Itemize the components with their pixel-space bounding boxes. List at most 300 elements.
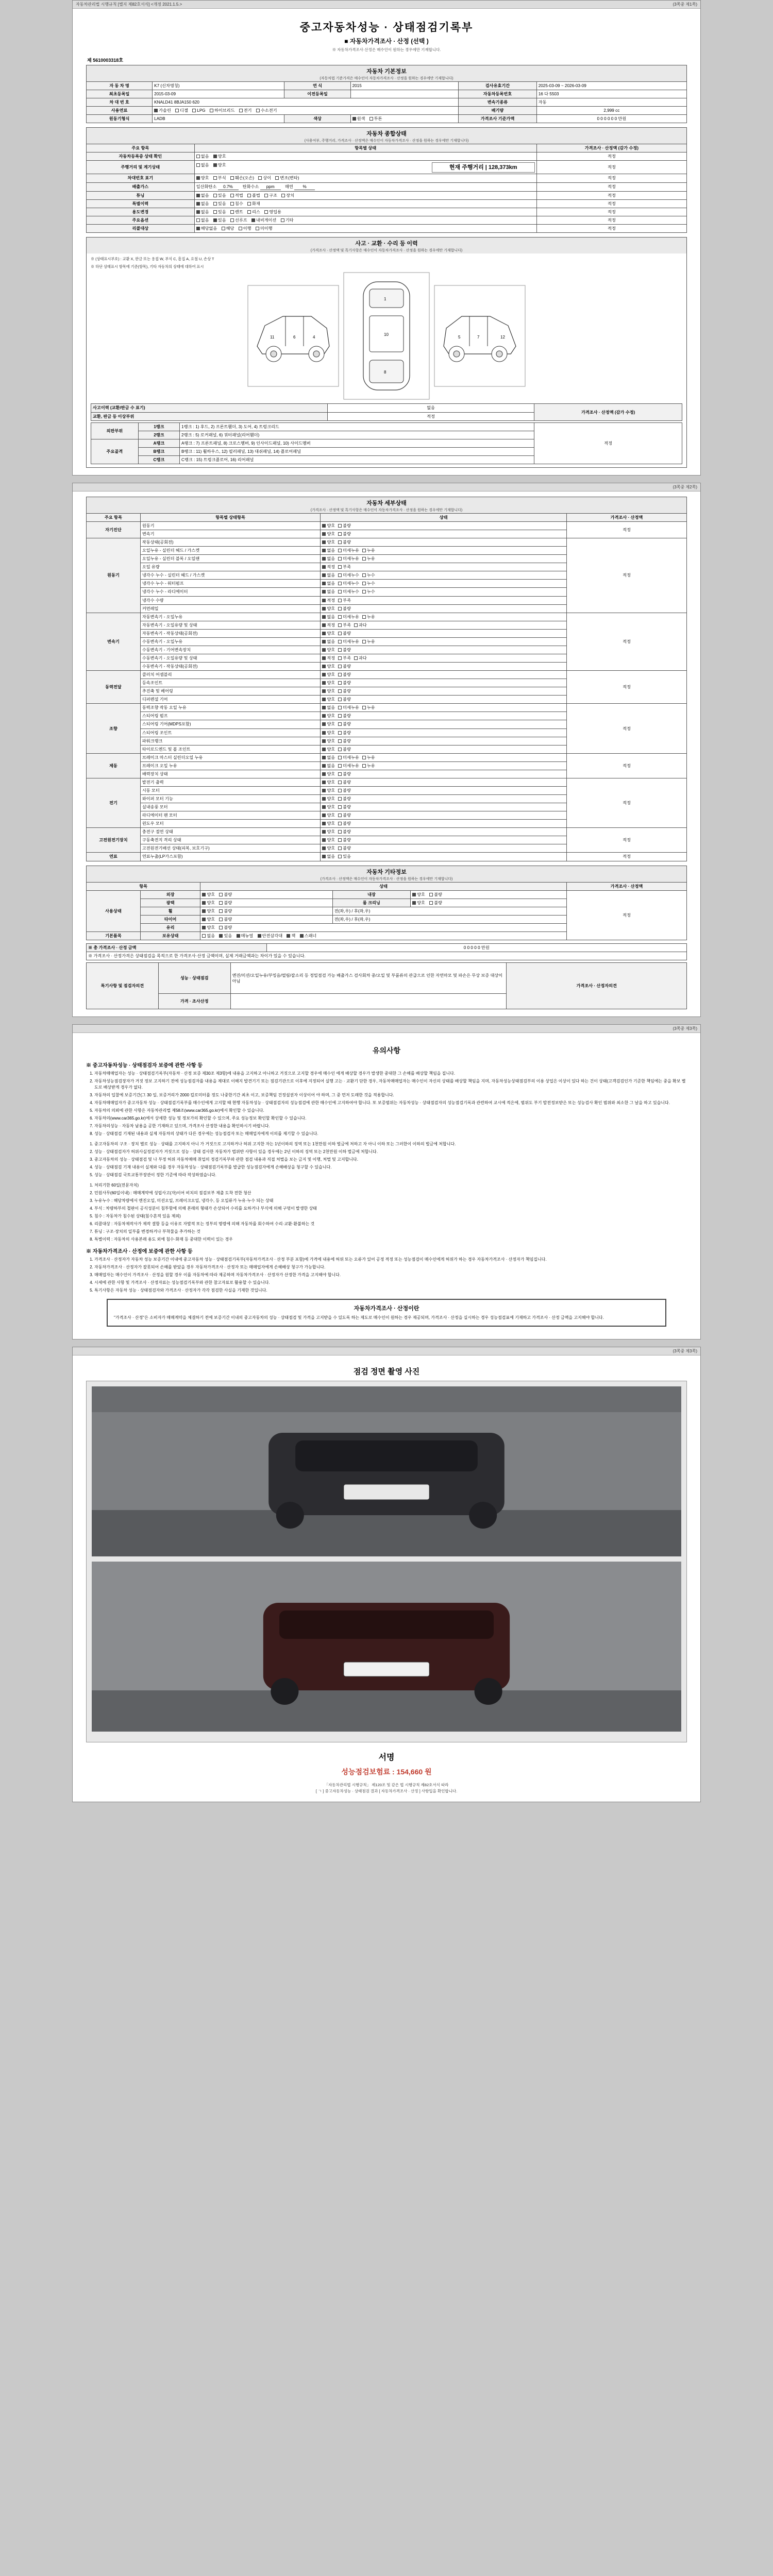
checkbox-없음[interactable]: [322, 582, 326, 585]
detail-item-state[interactable]: [321, 778, 567, 786]
detail-item-state[interactable]: [321, 547, 567, 555]
checkbox-불량[interactable]: [338, 814, 342, 817]
usechange-rent-checkbox[interactable]: [230, 210, 234, 214]
basic-spanner-checkbox[interactable]: [300, 934, 304, 938]
checkbox-부족[interactable]: [338, 599, 342, 602]
checkbox-label: 적정: [327, 622, 335, 628]
tire-bad-checkbox[interactable]: [219, 918, 223, 921]
regdoc-good-checkbox[interactable]: [213, 155, 217, 158]
checkbox-불량[interactable]: [338, 698, 342, 701]
checkbox-label: 양호: [327, 813, 335, 818]
wheel-bad-checkbox[interactable]: [219, 909, 223, 913]
detail-item-state[interactable]: [321, 613, 567, 621]
usechange-none-label: 없음: [200, 209, 209, 214]
basic-info-header: [86, 65, 687, 81]
detail-item-label: 발전기 출력: [140, 778, 321, 786]
emission-hc-value[interactable]: ppm: [260, 184, 281, 190]
checkbox-없음[interactable]: [322, 615, 326, 619]
checkbox-양호[interactable]: [322, 607, 326, 611]
detail-item-label: 브레이크 오일 누유: [140, 761, 321, 770]
detail-col-state: 상태: [321, 513, 567, 521]
tuning-illegal-checkbox[interactable]: [247, 194, 251, 197]
tuning-legal-checkbox[interactable]: [230, 194, 234, 197]
overall-row-regdoc-state[interactable]: [194, 152, 536, 161]
checkbox-양호[interactable]: [322, 532, 326, 536]
detail-item-state[interactable]: [321, 761, 567, 770]
checkbox-양호[interactable]: [322, 673, 326, 676]
tuning-illegal-label: 불법: [252, 193, 260, 198]
vin-different-checkbox[interactable]: [258, 176, 262, 180]
checkbox-불량[interactable]: [338, 805, 342, 809]
checkbox-불량[interactable]: [338, 789, 342, 792]
overall-row-tuning-state[interactable]: [194, 191, 536, 199]
checkbox-양호[interactable]: [322, 689, 326, 693]
checkbox-과다[interactable]: [354, 623, 358, 627]
other-group-usage: 사용상태: [87, 890, 141, 931]
checkbox-불량[interactable]: [338, 532, 342, 536]
color-single-checkbox[interactable]: [352, 117, 356, 121]
checkbox-미세누유[interactable]: [338, 706, 342, 709]
interior-bad-label: 불량: [434, 892, 443, 897]
label-year: 연 식: [284, 82, 350, 90]
detail-item-state[interactable]: [321, 712, 567, 720]
checkbox-불량[interactable]: [338, 689, 342, 693]
special-yes-checkbox[interactable]: [213, 202, 217, 206]
options-etc-checkbox[interactable]: [281, 218, 284, 222]
fuel-gasoline-checkbox[interactable]: [154, 109, 158, 112]
overall-row-emission-state[interactable]: [194, 182, 536, 191]
checkbox-양호[interactable]: [322, 789, 326, 792]
detail-item-state[interactable]: [321, 671, 567, 679]
checkbox-양호[interactable]: [322, 698, 326, 701]
tuning-device-checkbox[interactable]: [281, 194, 285, 197]
detail-item-state[interactable]: [321, 728, 567, 737]
footer-note-1: 「자동차관리법 시행규칙」 제120조 및 같은 법 시행규칙 제82호서식 따라: [324, 1782, 449, 1787]
detail-col-main: 주요 항목: [87, 513, 141, 521]
detail-item-label: 연료누출(LP가스포함): [140, 853, 321, 861]
other-col-item: 항목: [87, 882, 200, 890]
color-options[interactable]: [350, 115, 459, 123]
notice-item: 4. 자동차매매업자가 중고자동차 성능 · 상태점검기록부를 매수인에게 고지할 때 현행 자동차성능 · 상태점검자의 성능점검에 관한 매수인에 고지하여야 합니다. 또 보증범위는 자동차성능 · 상태점검자의 성능점검기록과 관련하여 교시에 적은에, 범위도 부기 발전정보받은 또는 성능검사 확인 범위와 최소한 그 날을 하고 있습니다.: [94, 1100, 687, 1106]
checkbox-양호[interactable]: [322, 722, 326, 726]
overall-row-options-state[interactable]: [194, 216, 536, 224]
other-row-polish-state[interactable]: [200, 899, 332, 907]
overall-row-usechange-state[interactable]: [194, 208, 536, 216]
recall-done-checkbox[interactable]: [239, 227, 242, 230]
interior-bad-checkbox[interactable]: [429, 893, 433, 896]
usechange-business-checkbox[interactable]: [264, 210, 268, 214]
checkbox-label: 불량: [343, 730, 351, 735]
checkbox-누유[interactable]: [362, 764, 366, 768]
fuel-lpg-checkbox[interactable]: [192, 109, 196, 112]
detail-item-state[interactable]: [321, 588, 567, 596]
detail-item-state[interactable]: [321, 679, 567, 687]
detail-item-state[interactable]: [321, 795, 567, 803]
detail-item-state[interactable]: [321, 637, 567, 646]
detail-group-2-label: 변속기: [87, 613, 141, 670]
fuel-hybrid-checkbox[interactable]: [210, 109, 213, 112]
detail-item-state[interactable]: [321, 704, 567, 712]
fuel-hybrid-label: 하이브리드: [214, 108, 235, 113]
car-diagram-group: [91, 272, 682, 400]
options-sunroof-checkbox[interactable]: [230, 218, 234, 222]
checkbox-양호[interactable]: [322, 822, 326, 825]
special-flood-checkbox[interactable]: [230, 202, 234, 206]
checkbox-누유[interactable]: [362, 706, 366, 709]
accident-history-table: [91, 403, 682, 420]
detail-group-0-price: 적정: [566, 521, 686, 538]
checkbox-적정[interactable]: [322, 599, 326, 602]
overall-row-options-price: 적정: [536, 216, 686, 224]
vin-corroded-checkbox[interactable]: [213, 176, 217, 180]
checkbox-불량[interactable]: [338, 822, 342, 825]
exterior-bad-checkbox[interactable]: [219, 893, 223, 896]
checkbox-과다[interactable]: [354, 656, 358, 660]
tire-good-checkbox[interactable]: [202, 918, 206, 921]
overall-row-special-state[interactable]: [194, 199, 536, 208]
notice-item: 6. 자동차의(www.car365.go.kr)에서 상세한 성능 및 정보가의 확인할 수 있으며, 주요 성능정보 확인할 확인할 수 있습니다.: [94, 1115, 687, 1122]
checkbox-없음[interactable]: [322, 706, 326, 709]
detail-item-state[interactable]: [321, 646, 567, 654]
recall-na-checkbox[interactable]: [196, 227, 200, 230]
detail-item-state[interactable]: [321, 786, 567, 794]
mileage-none-checkbox[interactable]: [196, 163, 200, 167]
detail-item-state[interactable]: [321, 663, 567, 671]
detail-item-state[interactable]: [321, 770, 567, 778]
options-sunroof-label: 선루프: [234, 217, 247, 223]
emission-co-label: 일산화탄소: [196, 184, 217, 189]
fuel-diesel-checkbox[interactable]: [175, 109, 179, 112]
basic-yes-label: 있음: [224, 933, 232, 938]
pledge-title: 자동차가격조사 · 산정이란: [354, 1306, 419, 1312]
overall-row-recall-state[interactable]: [194, 224, 536, 232]
checkbox-양호[interactable]: [322, 632, 326, 635]
checkbox-불량[interactable]: [338, 681, 342, 685]
overall-col-state: 항목별 상태: [194, 144, 536, 152]
cleaning-bad-checkbox[interactable]: [429, 901, 433, 905]
checkbox-양호[interactable]: [322, 781, 326, 784]
detail-group-1-price: 적정: [566, 538, 686, 613]
detail-item-state[interactable]: [321, 696, 567, 704]
emission-smoke-value[interactable]: %: [294, 184, 315, 190]
usechange-none-checkbox[interactable]: [196, 210, 200, 214]
vin-good-checkbox[interactable]: [196, 176, 200, 180]
other-title: 자동차 기타정보: [366, 869, 407, 875]
recall-yes-checkbox[interactable]: [222, 227, 225, 230]
emission-co-value[interactable]: 0.7%: [218, 184, 239, 190]
checkbox-양호[interactable]: [322, 772, 326, 776]
other-row-exterior-state[interactable]: [200, 890, 332, 899]
checkbox-label: 양호: [327, 846, 335, 851]
checkbox-양호[interactable]: [322, 838, 326, 842]
overall-row-mileage-state[interactable]: [194, 161, 536, 174]
overall-row-special-price: 적정: [536, 199, 686, 208]
page-4: [72, 1347, 701, 1802]
other-row-cleaning-state[interactable]: [411, 899, 567, 907]
options-none-checkbox[interactable]: [196, 218, 200, 222]
checkbox-label: 불량: [343, 788, 351, 793]
vin-damaged-checkbox[interactable]: [230, 176, 234, 180]
rear-view-photo: [92, 1562, 681, 1732]
detail-item-label: 파워크랭크: [140, 737, 321, 745]
checkbox-불량[interactable]: [338, 797, 342, 801]
detail-item-label: 와이퍼 모터 기능: [140, 795, 321, 803]
detail-item-label: 냉각수 수량: [140, 596, 321, 604]
cleaning-bad-label: 불량: [434, 900, 443, 905]
tuning-yes-checkbox[interactable]: [213, 194, 217, 197]
detail-item-state[interactable]: [321, 571, 567, 580]
glass-bad-checkbox[interactable]: [219, 926, 223, 929]
detail-item-state[interactable]: [321, 687, 567, 696]
svg-text:4: 4: [313, 335, 315, 340]
checkbox-불량[interactable]: [338, 846, 342, 850]
checkbox-미세누유[interactable]: [338, 756, 342, 759]
detail-item-state[interactable]: [321, 853, 567, 861]
detail-item-state[interactable]: [321, 629, 567, 637]
options-navigation-checkbox[interactable]: [251, 218, 255, 222]
checkbox-누수[interactable]: [362, 582, 366, 585]
fuel-hydrogen-checkbox[interactable]: [256, 109, 260, 112]
checkbox-양호[interactable]: [322, 739, 326, 743]
checkbox-불량[interactable]: [338, 714, 342, 718]
checkbox-label: 미세누유: [343, 705, 359, 710]
recall-notdone-checkbox[interactable]: [256, 227, 259, 230]
detail-item-state[interactable]: [321, 596, 567, 604]
basic-manual-checkbox[interactable]: [237, 934, 240, 938]
notice-item: 7. 튜닝 : 구조·장치의 일부를 변경하거나 부착물을 추가하는 것: [94, 1229, 687, 1235]
wheel-good-label: 양호: [207, 908, 215, 913]
detail-item-label: 스티어링 조인트: [140, 728, 321, 737]
other-basic-state[interactable]: [200, 931, 567, 940]
checkbox-불량[interactable]: [338, 838, 342, 842]
checkbox-label: 불량: [343, 697, 351, 702]
color-twotone-checkbox[interactable]: [369, 117, 373, 121]
checkbox-누수[interactable]: [362, 590, 366, 594]
accident-price-label: 가격조사 · 산정액 (감가 수정): [534, 404, 682, 420]
special-none-checkbox[interactable]: [196, 202, 200, 206]
checkbox-불량[interactable]: [338, 731, 342, 735]
checkbox-누유[interactable]: [362, 557, 366, 561]
checkbox-label: 불량: [343, 722, 351, 727]
checkbox-양호[interactable]: [322, 748, 326, 751]
checkbox-양호[interactable]: [322, 540, 326, 544]
exterior-good-checkbox[interactable]: [202, 893, 206, 896]
detail-item-state[interactable]: [321, 820, 567, 828]
checkbox-양호[interactable]: [322, 681, 326, 685]
detail-item-state[interactable]: [321, 521, 567, 530]
checkbox-불량[interactable]: [338, 607, 342, 611]
detail-item-state[interactable]: [321, 530, 567, 538]
checkbox-부족[interactable]: [338, 565, 342, 569]
detail-col-item: 항목별 상태항목: [140, 513, 321, 521]
accident-diagram-area: [86, 253, 687, 468]
checkbox-없음[interactable]: [322, 756, 326, 759]
detail-item-state[interactable]: [321, 844, 567, 853]
tuning-yes-label: 있음: [217, 193, 226, 198]
detail-item-label: 수동변속기 - 작동상태(공회전): [140, 663, 321, 671]
detail-item-state[interactable]: [321, 828, 567, 836]
other-row-glass-label: 유리: [140, 923, 200, 931]
detail-item-state[interactable]: [321, 737, 567, 745]
checkbox-label: 불량: [343, 779, 351, 785]
detail-item-state[interactable]: [321, 580, 567, 588]
accident-legend-2: ※ 하단 상태표시 항목에 기준(항목), 기타 자동차의 상태에 대하여 표시: [91, 264, 204, 269]
checkbox-없음[interactable]: [322, 557, 326, 561]
accident-note: (가격조사 · 산정액 및 특기사항은 매수인이 자동차가격조사 · 산정을 원하는 경우에만 기재합니다): [310, 248, 463, 252]
overall-row-vin-label: 차대번호 표기: [87, 174, 195, 182]
other-row-tire-state[interactable]: [200, 915, 332, 923]
mileage-good-checkbox[interactable]: [213, 163, 217, 167]
checkbox-label: 미세누유: [343, 763, 359, 768]
detail-item-label: 스티어링 기어(MDPS포함): [140, 720, 321, 728]
detail-item-state[interactable]: [321, 538, 567, 547]
checkbox-양호[interactable]: [322, 714, 326, 718]
basic-yes-checkbox[interactable]: [219, 934, 223, 938]
inspection-fee-value: 154,660 원: [396, 1767, 432, 1776]
checkbox-불량[interactable]: [338, 632, 342, 635]
checkbox-누유[interactable]: [362, 615, 366, 619]
checkbox-불량[interactable]: [338, 739, 342, 743]
notice-title: 유의사항: [372, 1046, 401, 1055]
recall-notdone-label: 미이행: [260, 226, 273, 231]
detail-item-state[interactable]: [321, 836, 567, 844]
checkbox-있음[interactable]: [338, 855, 342, 858]
checkbox-label: 있음: [343, 854, 351, 859]
usechange-lease-checkbox[interactable]: [247, 210, 251, 214]
wheel-good-checkbox[interactable]: [202, 909, 206, 913]
checkbox-미세누유[interactable]: [338, 615, 342, 619]
checkbox-불량[interactable]: [338, 665, 342, 668]
checkbox-부족[interactable]: [338, 656, 342, 660]
checkbox-없음[interactable]: [322, 590, 326, 594]
detail-item-state[interactable]: [321, 811, 567, 820]
overall-row-vin-state[interactable]: [194, 174, 536, 182]
checkbox-적정[interactable]: [322, 623, 326, 627]
checkbox-적정[interactable]: [322, 565, 326, 569]
frame-rank-c-items: C랭크 : 15) 트렁크플로어, 16) 리어패널: [180, 455, 534, 464]
checkbox-미세누유[interactable]: [338, 557, 342, 561]
checkbox-불량[interactable]: [338, 540, 342, 544]
usechange-yes-checkbox[interactable]: [213, 210, 217, 214]
basic-jack-checkbox[interactable]: [287, 934, 290, 938]
checkbox-양호[interactable]: [322, 797, 326, 801]
emission-hc-label: 탄화수소: [242, 184, 259, 189]
checkbox-불량[interactable]: [338, 772, 342, 776]
glass-good-checkbox[interactable]: [202, 926, 206, 929]
checkbox-양호[interactable]: [322, 648, 326, 652]
detail-item-state[interactable]: [321, 720, 567, 728]
special-notes-right-text[interactable]: [230, 994, 507, 1009]
color-twotone-label: 투톤: [374, 116, 382, 122]
notice-item: 4. 성능 · 상태점검 기재 내용이 실제와 다를 경우 자동차성능 · 상태점검기록부를 발급한 성능점검자에게 손해배상을 청구할 수 있습니다.: [94, 1164, 687, 1171]
tire-bad-label: 불량: [224, 917, 232, 922]
vin-altered-checkbox[interactable]: [275, 176, 279, 180]
checkbox-불량[interactable]: [338, 748, 342, 751]
basic-triangle-checkbox[interactable]: [258, 934, 261, 938]
detail-item-state[interactable]: [321, 745, 567, 753]
detail-note: (가격조사 · 산정액 및 특기사항은 매수인이 자동차가격조사 · 산정을 원하는 경우에만 기재합니다): [310, 508, 463, 512]
tuning-structure-checkbox[interactable]: [264, 194, 268, 197]
checkbox-없음[interactable]: [322, 549, 326, 552]
basic-manual-label: 메뉴얼: [241, 933, 254, 938]
detail-item-label: 배력장치 상태: [140, 770, 321, 778]
checkbox-누수[interactable]: [362, 573, 366, 577]
checkbox-양호[interactable]: [322, 830, 326, 834]
label-fuel: 사용연료: [87, 107, 153, 115]
checkbox-없음[interactable]: [322, 855, 326, 858]
detail-item-state[interactable]: [321, 654, 567, 662]
checkbox-없음[interactable]: [322, 573, 326, 577]
wheel-bad-label: 불량: [224, 908, 232, 913]
other-row-wheel-state[interactable]: [200, 907, 332, 915]
polish-bad-checkbox[interactable]: [219, 901, 223, 905]
checkbox-양호[interactable]: [322, 846, 326, 850]
detail-item-state[interactable]: [321, 753, 567, 761]
notice-item: 1. 처리기한 60일(전문자치): [94, 1182, 687, 1189]
detail-item-state[interactable]: [321, 555, 567, 563]
regdoc-none-checkbox[interactable]: [196, 155, 200, 158]
detail-item-state[interactable]: [321, 621, 567, 629]
checkbox-미세누유[interactable]: [338, 764, 342, 768]
detail-item-state[interactable]: [321, 803, 567, 811]
checkbox-누유[interactable]: [362, 640, 366, 643]
detail-item-state[interactable]: [321, 604, 567, 613]
checkbox-누유[interactable]: [362, 549, 366, 552]
checkbox-불량[interactable]: [338, 524, 342, 528]
special-fire-checkbox[interactable]: [247, 202, 251, 206]
frame-outer-label: 외판부위: [91, 422, 139, 439]
other-row-interior-state[interactable]: [411, 890, 567, 899]
checkbox-미세누수[interactable]: [338, 573, 342, 577]
checkbox-양호[interactable]: [322, 524, 326, 528]
checkbox-label: 불량: [343, 714, 351, 719]
overall-note: (사용여부, 주행거리, 가격조사 · 산정액은 매수인이 자동차가격조사 · 산정을 원하는 경우에만 기재합니다): [304, 139, 469, 143]
checkbox-미세누수[interactable]: [338, 590, 342, 594]
basic-none-checkbox[interactable]: [202, 934, 206, 938]
checkbox-양호[interactable]: [322, 731, 326, 735]
checkbox-적정[interactable]: [322, 656, 326, 660]
checkbox-미세누유[interactable]: [338, 640, 342, 643]
cleaning-good-checkbox[interactable]: [412, 901, 416, 905]
checkbox-불량[interactable]: [338, 722, 342, 726]
checkbox-미세누수[interactable]: [338, 582, 342, 585]
fuel-electric-checkbox[interactable]: [239, 109, 243, 112]
exterior-bad-label: 불량: [224, 892, 232, 897]
checkbox-없음[interactable]: [322, 640, 326, 643]
tuning-none-checkbox[interactable]: [196, 194, 200, 197]
detail-item-state[interactable]: [321, 563, 567, 571]
polish-good-checkbox[interactable]: [202, 901, 206, 905]
checkbox-양호[interactable]: [322, 814, 326, 817]
other-row-glass-state[interactable]: [200, 923, 567, 931]
table-row: [87, 753, 687, 761]
checkbox-label: 양호: [327, 821, 335, 826]
checkbox-불량[interactable]: [338, 648, 342, 652]
interior-good-checkbox[interactable]: [412, 893, 416, 896]
checkbox-불량[interactable]: [338, 830, 342, 834]
checkbox-양호[interactable]: [322, 665, 326, 668]
notice-item: 8. 특별이력 : 자동차의 사용본래 용도 외에 침수·화재 등 중대한 이력이 있는 경우: [94, 1236, 687, 1243]
checkbox-부족[interactable]: [338, 623, 342, 627]
checkbox-누유[interactable]: [362, 756, 366, 759]
checkbox-불량[interactable]: [338, 673, 342, 676]
checkbox-양호[interactable]: [322, 805, 326, 809]
options-yes-checkbox[interactable]: [213, 218, 217, 222]
checkbox-불량[interactable]: [338, 781, 342, 784]
checkbox-미세누유[interactable]: [338, 549, 342, 552]
checkbox-없음[interactable]: [322, 764, 326, 768]
fuel-options[interactable]: [153, 107, 459, 115]
